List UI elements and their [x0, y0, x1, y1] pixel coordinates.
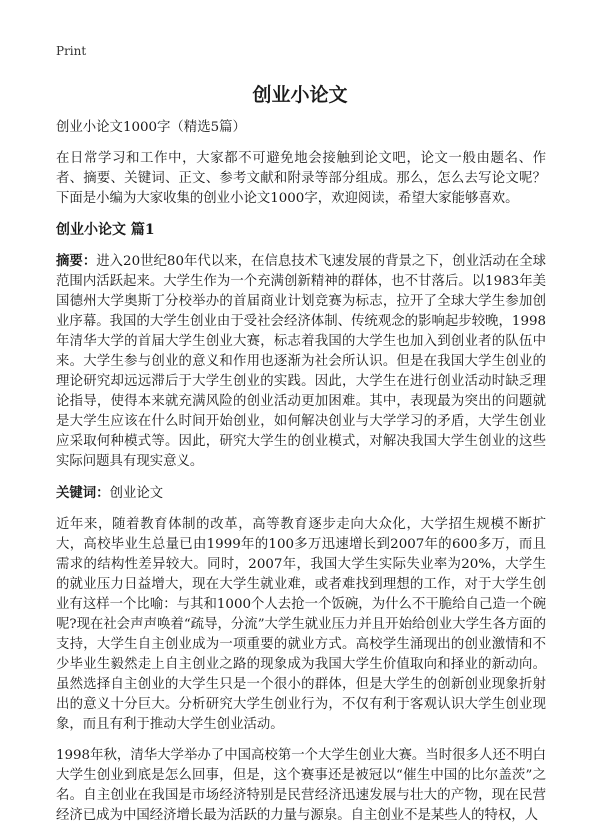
keywords-paragraph — [56, 483, 546, 504]
abstract-text: 进入20世纪80年代以来，在信息技术飞速发展的背景之下，创业活动在全球范围内活跃起来。大学生作为一个充满创新精神的群体，也不甘落后。以1983年美国德州大学奥斯丁分校举办的首届商业计划竞赛为标志，拉开了全球大学生参加创业序幕。我国的大学生创业由于受社会经济体制、传统观念的影响起步较晚，1998年清华大学的首届大学生创业大赛，标志着我国的大学生也加入到创业者的队伍中来。大学生参与创业的意义和作用也逐渐为社会所认识。但是在我国大学生创业的理论研究却远远滞后于大学生创业的实践。因此，大学生在进行创业活动时缺乏理论指导，使得本来就充满风险的创业活动更加困难。其中，表现最为突出的问题就是大学生应该在什么时间开始创业，如何解决创业与大学学习的矛盾，大学生创业应采取何种模式等。因此，研究大学生的创业模式，对解决我国大学生创业的这些实际问题具有现实意义。 — [56, 254, 547, 469]
intro-paragraph: 在日常学习和工作中，大家都不可避免地会接触到论文吧，论文一般由题名、作者、摘要、关键词、正文、参考文献和附录等部分组成。那么，怎么去写论文呢？下面是小编为大家收集的创业小论文1000字，欢迎阅读，希望大家能够喜欢。 — [56, 151, 546, 206]
body-paragraph-1: 近年来，随着教育体制的改革，高等教育逐步走向大众化，大学招生规模不断扩大，高校毕业生总量已由1999年的100多万迅速增长到2007年的600多万，而且需求的结构性差异较大。同时，2007年，我国大学生实际失业率为20%，大学生的就业压力日益增大，现在大学生就业难，或者难找到理想的工作，对于大学生创业有这样一个比喻：与其和1000个人去抢一个饭碗，为什么不干脆给自己造一个碗呢?现在社会声声唤着“疏导，分流”大学生就业压力并且开始给创业大学生各方面的支持，大学生自主创业成为一项重要的就业方式。高校学生涌现出的创业激情和不少毕业生毅然走上自主创业之路的现象成为我国大学生价值取向和择业的新动向。虽然选择自主创业的大学生只是一个很小的群体，但是大学生的创新创业现象折射出的意义十分巨大。分析研究大学生创业行为，不仅有利于客观认识大学生创业现象，而且有利于推动大学生创业活动。 — [56, 517, 546, 732]
keywords-text: 创业论文 — [109, 486, 164, 501]
document-body — [56, 118, 546, 837]
abstract-paragraph — [56, 251, 546, 472]
keywords-label: 关键词： — [56, 485, 110, 501]
print-label[interactable]: Print — [56, 44, 87, 58]
document-subtitle: 创业小论文1000字（精选5篇） — [56, 120, 246, 135]
body-paragraph-2: 1998年秋，清华大学举办了中国高校第一个大学生创业大赛。当时很多人还不明白大学生创业到底是怎么回事，但是，这个赛事还是被冠以“催生中国的比尔盖茨”之名。自主创业在我国是市场经济特别是民营经济迅速发展与壮大的产物，现在民营经济已成为中国经济增长最为活跃的力量与源泉。自主创业不是某些人的特权，人 — [56, 748, 546, 823]
page-title: 创业小论文 — [252, 84, 348, 106]
abstract-label: 摘要： — [56, 253, 97, 269]
section-heading: 创业小论文 篇1 — [56, 222, 155, 238]
